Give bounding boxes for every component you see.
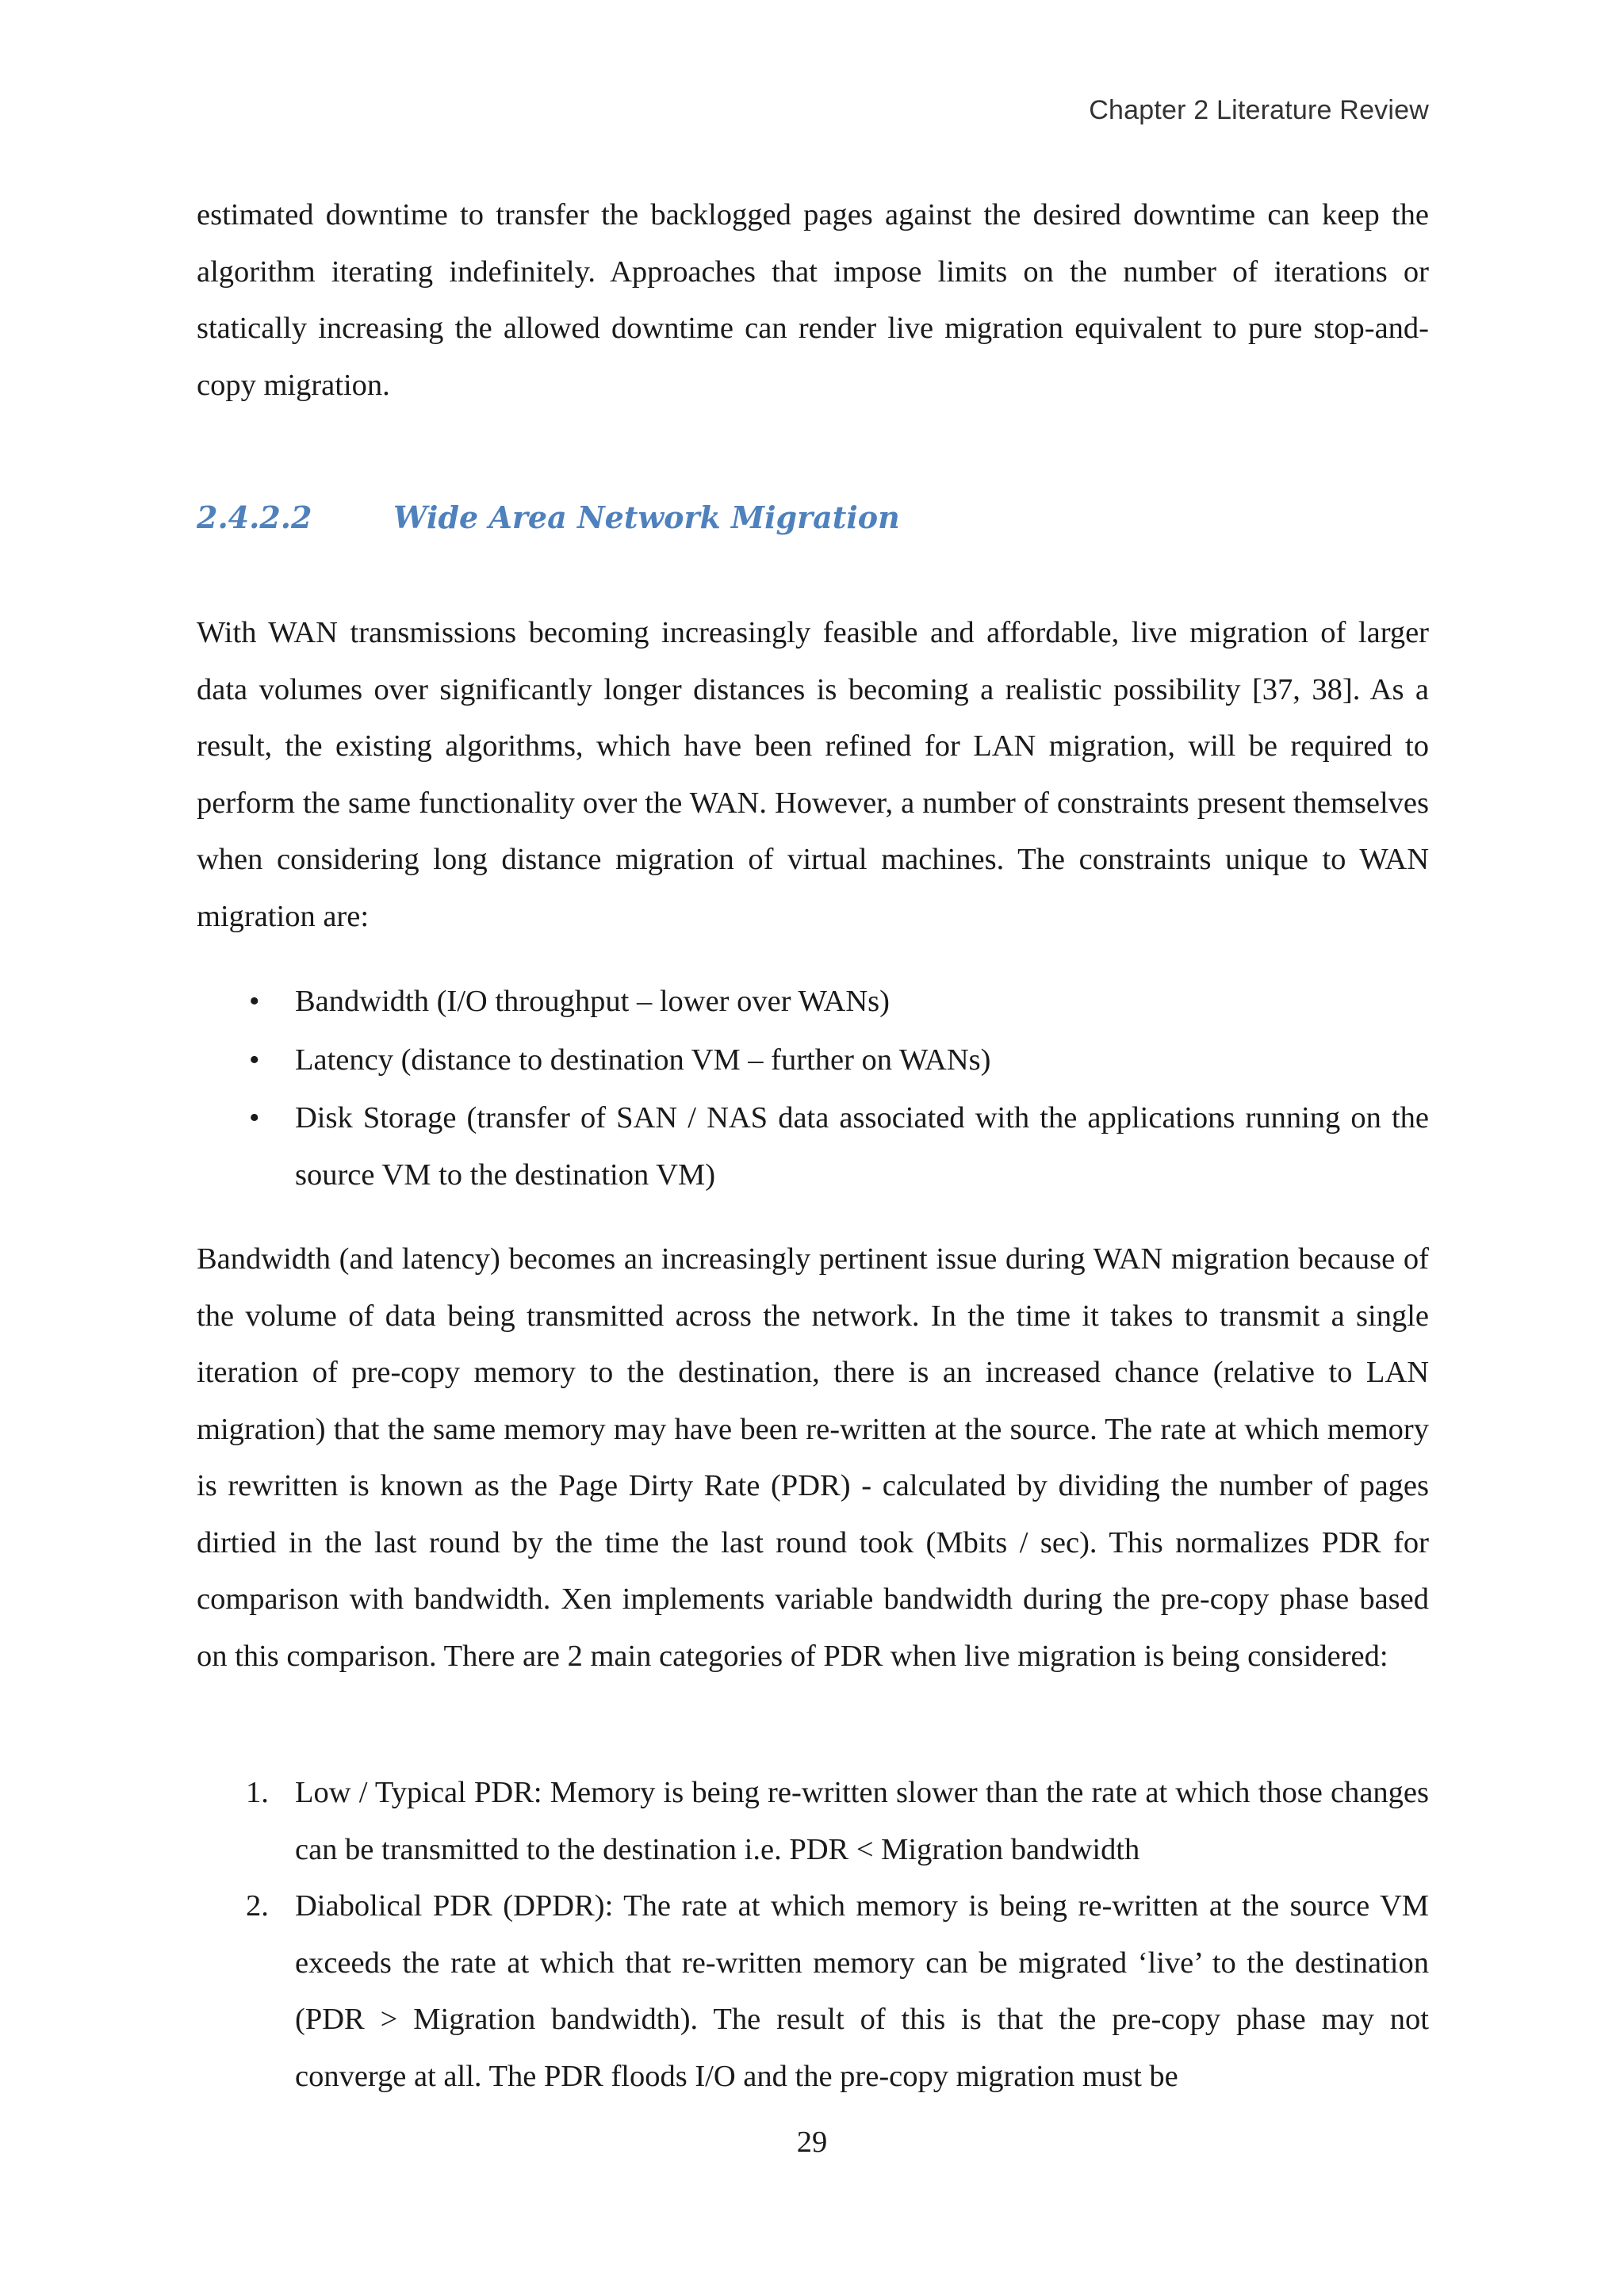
list-item [197,1090,1429,1203]
body-paragraph: With WAN transmissions becoming increasingly feasible and affordable, live migration of larger data volumes over significantly longer distances is becoming a realistic possibility [37, 38]. As a result, the existing algorithms, which have been refined for LAN migration, will be required to perform the same functionality over the WAN. However, a number of constraints present themselves when considering long distance migration of virtual machines. The constraints unique to WAN migration are: [197,616,1429,933]
list-item [197,1032,1429,1089]
body-paragraph: estimated downtime to transfer the backlogged pages against the desired downtime can keep the algorithm iterating indefinitely. Approaches that impose limits on the number of iterations or statically increasing the allowed downtime can render live migration equivalent to pure stop-and-copy migration. [197,198,1429,402]
section-title: Wide Area Network Migration [393,499,900,535]
section-heading [197,499,900,535]
running-header: Chapter 2 Literature Review [1089,95,1429,125]
list-item-text: Bandwidth (I/O throughput – lower over WANs) [295,985,890,1018]
bullet-icon: • [249,985,260,1018]
list-item-text: Diabolical PDR (DPDR): The rate at which memory is being re-written at the source VM exceeds the rate at which that re-written memory can be migrated ‘live’ to the destination (PDR > Migration bandwidth). The result of this is that the pre-copy phase may not converge at all. The PDR floods I/O and the pre-copy migration must be [295,1889,1429,2093]
list-item [197,1878,1429,2105]
pdr-categories-list [197,1765,1429,2105]
bullet-icon: • [249,1101,260,1135]
list-item-text: Latency (distance to destination VM – further on WANs) [295,1043,991,1077]
list-number: 1. [246,1776,269,1809]
list-item-text: Low / Typical PDR: Memory is being re-written slower than the rate at which those changes can be transmitted to the destination i.e. PDR < Migration bandwidth [295,1776,1429,1866]
list-item [197,1765,1429,1878]
section-number: 2.4.2.2 [197,499,312,535]
list-item-text: Disk Storage (transfer of SAN / NAS data associated with the applications running on the source VM to the destination VM) [295,1101,1429,1192]
body-paragraph: Bandwidth (and latency) becomes an increasingly pertinent issue during WAN migration because of the volume of data being transmitted across the network. In the time it takes to transmit a single iteration of pre-copy memory to the destination, there is an increased chance (relative to LAN migration) that the same memory may have been re-written at the source. The rate at which memory is rewritten is known as the Page Dirty Rate (PDR) - calculated by dividing the number of pages dirtied in the last round by the time the last round took (Mbits / sec). This normalizes PDR for comparison with bandwidth. Xen implements variable bandwidth during the pre-copy phase based on this comparison. There are 2 main categories of PDR when live migration is being considered: [197,1242,1429,1673]
bullet-icon: • [249,1043,260,1077]
list-number: 2. [246,1889,269,1923]
page-number: 29 [796,2126,828,2159]
constraints-list [197,974,1429,1205]
list-item [197,974,1429,1031]
